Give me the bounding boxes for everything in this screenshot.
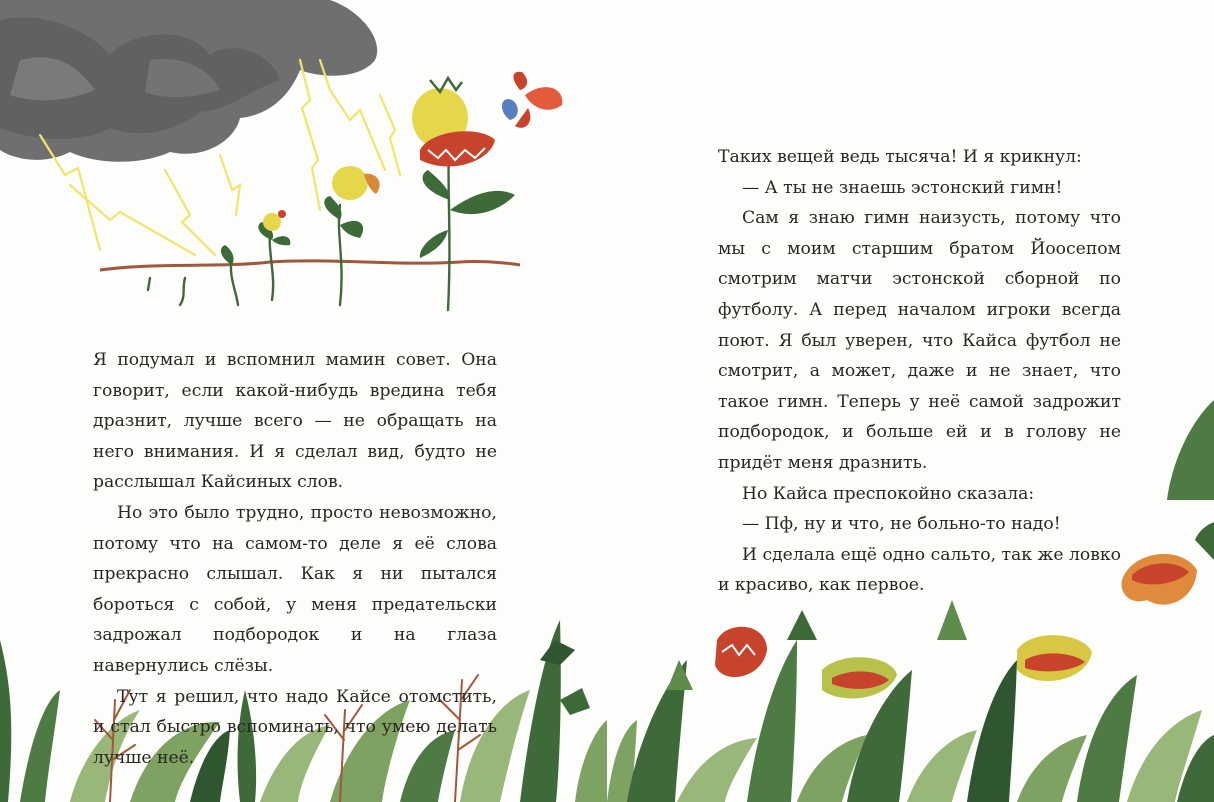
butterfly bbox=[502, 72, 562, 128]
paragraph: И сделала ещё одно сальто, так же ловко и красиво, как первое. bbox=[718, 544, 1121, 596]
storm-cloud bbox=[0, 0, 377, 162]
plant-stages bbox=[148, 130, 450, 310]
left-page-text bbox=[93, 345, 497, 773]
paragraph: — Пф, ну и что, не больно-то надо! bbox=[742, 514, 1061, 535]
thistle-leaf bbox=[1167, 400, 1214, 560]
paragraph: Таких вещей ведь тысяча! И я крикнул: bbox=[718, 147, 1082, 167]
soil-line bbox=[100, 261, 520, 270]
paragraph: — А ты не знаешь эстонский гимн! bbox=[742, 177, 1063, 198]
paragraph: Но Кайса преспокойно сказала: bbox=[742, 483, 1035, 504]
right-page-text bbox=[718, 142, 1121, 601]
paragraph: Сам я знаю гимн наизусть, потому что мы с моим старшим братом Йоосепом смотрим матчи эстонской сборной по футболу. А перед началом игроки всегда поют. Я был уверен, что Кайса футбол не смотрит, а может, даже и не знает, что такое гимн. Теперь у неё самой задрожит подбородок, и больше ей и в голову не придёт меня дразнить. bbox=[718, 208, 1121, 473]
paragraph: Тут я решил, что надо Кайсе отомстить, и стал быстро вспоминать, что умею делать лучше неё. bbox=[93, 686, 497, 768]
bottom-foliage bbox=[607, 600, 1214, 802]
right-page bbox=[607, 0, 1214, 802]
paragraph: Но это было трудно, просто невозможно, потому что на самом-то деле я её слова прекрасно слышал. Как я ни пытался бороться с собой, у меня предательски задрожал подбородок и на глаза навернулись слёзы. bbox=[93, 502, 497, 676]
paragraph: Я подумал и вспомнил мамин совет. Она говорит, если какой-нибудь вредина тебя дразнит, лучше всего — не обращать на него внимания. И я сделал вид, будто не расслышал Кайсиных слов. bbox=[93, 350, 497, 493]
